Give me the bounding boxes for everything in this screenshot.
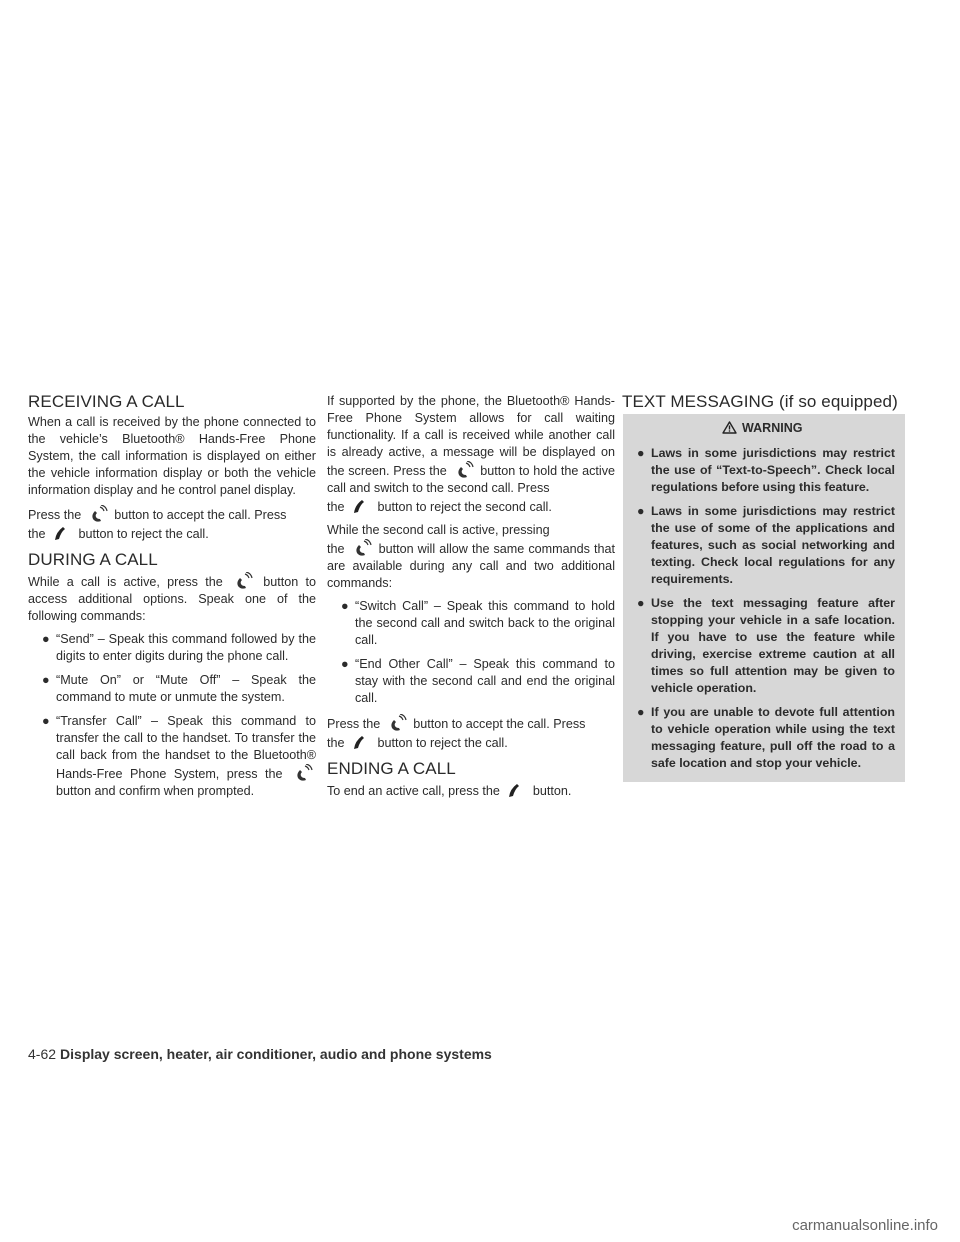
phone-talk-icon: [384, 714, 410, 730]
warning-item: ● If you are unable to devote full attention to vehicle operation while using the text messaging feature, pull off the road to a safe location and stop your vehicle.: [637, 705, 895, 770]
list-item: ● “Send” – Speak this command followed by the digits to enter digits during the phone call.: [42, 632, 316, 663]
column-right: [623, 393, 905, 782]
warning-item: ● Laws in some jurisdictions may restrict the use of some of the applications and features, such as social networking and texting. Check local regulations for any requirements.: [637, 504, 895, 586]
bullet: ●: [341, 657, 349, 671]
receiving-paragraph: When a call is received by the phone connected to the vehicle’s Bluetooth® Hands-Free Phone System, the call information is displayed on either the vehicle information display or both the vehicle information display and he control panel display.: [28, 415, 316, 497]
section-title-ending: ENDING A CALL: [327, 759, 456, 778]
phone-hangup-icon: [49, 524, 75, 540]
list-item: ● “Transfer Call” – Speak this command to transfer the call to the handset. To transfer the call back from the handset to the Bluetooth® Hands-Free Phone System, press the button and confirm when prompted.: [42, 714, 316, 798]
bullet: ●: [341, 599, 349, 613]
phone-talk-icon: [230, 572, 256, 588]
page-footer: [28, 1046, 492, 1062]
section-title-text-messaging: TEXT MESSAGING (if so equipped): [622, 392, 898, 411]
list-item: ● “Switch Call” – Speak this command to hold the second call and switch back to the original call.: [341, 599, 615, 647]
bullet: ●: [637, 446, 645, 460]
phone-talk-icon: [451, 461, 477, 477]
phone-talk-icon: [290, 764, 316, 780]
bullet: ●: [637, 705, 645, 719]
phone-talk-icon: [349, 539, 375, 555]
watermark: carmanualsonline.info: [792, 1217, 938, 1234]
phone-hangup-icon: [348, 733, 374, 749]
section-title-receiving: RECEIVING A CALL: [28, 392, 185, 411]
phone-hangup-icon: [348, 497, 374, 513]
ending-paragraph: To end an active call, press the button.: [327, 781, 615, 800]
bullet: ●: [637, 596, 645, 610]
phone-hangup-icon: [503, 781, 529, 797]
bullet: ●: [42, 632, 50, 646]
section-name: Display screen, heater, air conditioner, audio and phone systems: [60, 1046, 492, 1062]
reject-line: the button to reject the call.: [327, 733, 615, 752]
warning-header: WARNING: [629, 420, 895, 437]
list-item: ● “Mute On” or “Mute Off” – Speak the command to mute or unmute the system.: [42, 673, 316, 704]
receiving-press-line: Press the button to accept the call. Press: [28, 505, 316, 524]
warning-item: ● Use the text messaging feature after stopping your vehicle in a safe location. If you have to use the feature while driving, exercise extreme caution at all times so full attention may be given to vehicle operation.: [637, 596, 895, 695]
bullet: ●: [637, 504, 645, 518]
page-number: 4-62: [28, 1046, 57, 1062]
column-middle: [327, 393, 615, 806]
column-left: [28, 393, 316, 807]
receiving-reject-line: the button to reject the call.: [28, 524, 316, 543]
second-call-paragraph: While the second call is active, pressing the button will allow the same commands that are available during any call and two additional commands:: [327, 523, 615, 590]
section-title-during: DURING A CALL: [28, 550, 158, 569]
call-waiting-paragraph: If supported by the phone, the Bluetooth® Hands-Free Phone System allows for call waiting functionality. If a call is received while another call is already active, a message will be displayed on the screen. Press the button to hold the active call and switch to the second call. Press the button to reject the second call.: [327, 394, 615, 514]
phone-talk-icon: [85, 505, 111, 521]
warning-box: [623, 414, 905, 782]
warning-item: ● Laws in some jurisdictions may restrict the use of “Text-to-Speech”. Check local regulations before using this feature.: [637, 446, 895, 494]
bullet: ●: [42, 673, 50, 687]
during-paragraph: While a call is active, press the button to access additional options. Speak one of the following commands:: [28, 572, 316, 625]
list-item: ● “End Other Call” – Speak this command to stay with the second call and end the original call.: [341, 657, 615, 705]
bullet: ●: [42, 714, 50, 728]
accept-line: Press the button to accept the call. Press: [327, 714, 615, 733]
warning-triangle-icon: [722, 421, 737, 434]
